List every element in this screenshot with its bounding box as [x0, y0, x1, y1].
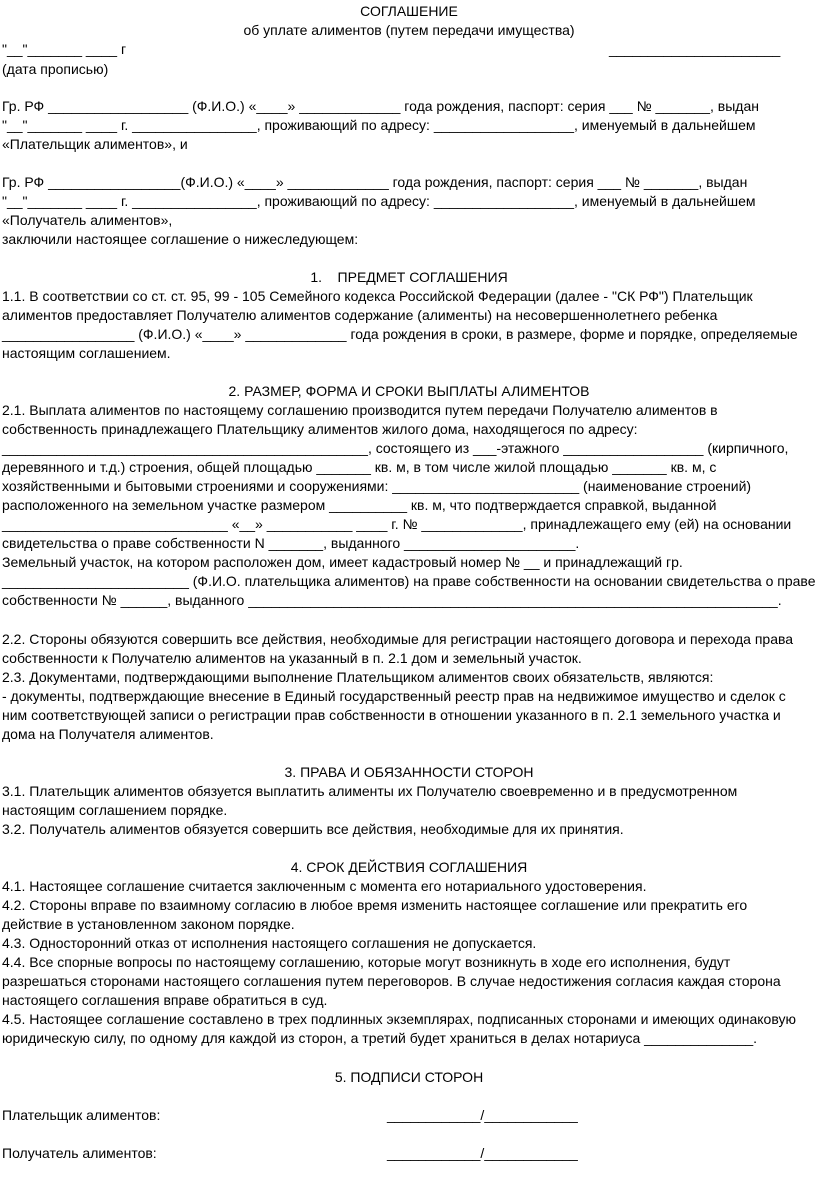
section-2-line: 2.1. Выплата алиментов по настоящему соглашению производится путем передачи Получателю алиментов в [2, 402, 718, 418]
recipient-line: «Получатель алиментов», [2, 212, 173, 228]
section-3-heading: 3. ПРАВА И ОБЯЗАННОСТИ СТОРОН [284, 764, 534, 780]
concluded-line: заключили настоящее соглашение о нижеследующем: [2, 231, 359, 247]
date-note: (дата прописью) [2, 61, 109, 77]
payer-signature-line: ____________/____________ [387, 1107, 578, 1123]
section-4-line: 4.5. Настоящее соглашение составлено в трех подлинных экземплярах, подписанных сторонами и имеющих одинаковую [2, 1011, 796, 1027]
section-2-line: ним соответствующей записи о регистрации прав собственности в отношении указанного в п. 2.1 земельного участка и [2, 707, 781, 723]
section-2-line: _____________________________ «__» ___________ ____ г. № _____________, принадлежащего ему (ей) на основании [2, 516, 792, 532]
payer-line: "__"_______ ____ г. ________________, проживающий по адресу: __________________, именуемый в дальнейшем [2, 117, 756, 133]
recipient-signature-line: ____________/____________ [387, 1145, 578, 1161]
section-1-line: настоящим соглашением. [2, 345, 171, 361]
payer-line: Гр. РФ __________________ (Ф.И.О.) «____» _____________ года рождения, паспорт: серия ___ № _______, выдан [2, 98, 759, 114]
document-title: СОГЛАШЕНИЕ [360, 3, 458, 19]
section-4-line: 4.2. Стороны вправе по взаимному согласию в любое время изменить настоящее соглашение или прекратить его [2, 897, 748, 913]
section-4-line: разрешаться сторонами настоящего соглашения путем переговоров. В случае недостижения согласия каждая сторона [2, 973, 781, 989]
section-1-heading: 1. ПРЕДМЕТ СОГЛАШЕНИЯ [310, 269, 508, 285]
section-2-line: собственности к Получателю алиментов на указанный в п. 2.1 дом и земельный участок. [2, 650, 582, 666]
place-line: ______________________ [609, 41, 781, 57]
section-2-line: дома на Получателя алиментов. [2, 726, 214, 742]
document-subtitle: об уплате алиментов (путем передачи имущества) [243, 22, 575, 38]
section-2-line: деревянного и т.д.) строения, общей площадью _______ кв. м, в том числе жилой площадью _______ кв. м, с [2, 459, 717, 475]
section-1-line: 1.1. В соответствии со ст. ст. 95, 99 - 105 Семейного кодекса Российской Федерации (далее - "СК РФ") Плательщик [2, 288, 753, 304]
section-4-heading: 4. СРОК ДЕЙСТВИЯ СОГЛАШЕНИЯ [290, 859, 528, 875]
section-2-line: Земельный участок, на котором расположен дом, имеет кадастровый номер № __ и принадлежащий гр. [2, 554, 683, 570]
date-line: "__"_______ ____ г [2, 41, 127, 57]
section-4-line: 4.4. Все спорные вопросы по настоящему соглашению, которые могут возникнуть в ходе его исполнения, будут [2, 954, 731, 970]
section-2-line: свидетельства о праве собственности N _______, выданного ______________________. [2, 535, 580, 551]
section-5-heading: 5. ПОДПИСИ СТОРОН [334, 1069, 484, 1085]
section-4-line: действие в установленном законом порядке. [2, 916, 295, 932]
section-4-line: 4.3. Односторонний отказ от исполнения настоящего соглашения не допускается. [2, 935, 537, 951]
section-4-line: настоящего соглашения вправе обратиться в суд. [2, 992, 328, 1008]
recipient-line: Гр. РФ _________________(Ф.И.О.) «____» _____________ года рождения, паспорт: серия ___ № _______, выдан [2, 174, 748, 190]
section-2-line: _______________________________________________, состоящего из ___-этажного __________________ (кирпичного, [2, 440, 789, 456]
recipient-line: "__"_______ ____ г. ________________, проживающий по адресу: __________________, именуемый в дальнейшем [2, 193, 756, 209]
section-2-heading: 2. РАЗМЕР, ФОРМА И СРОКИ ВЫПЛАТЫ АЛИМЕНТОВ [228, 383, 590, 399]
section-2-line: расположенного на земельном участке размером __________ кв. м, что подтверждается справкой, выданной [2, 497, 717, 513]
section-2-line: собственности № ______, выданного ____________________________________________________________________. [2, 592, 782, 608]
section-2-line: хозяйственными и бытовыми строениями и сооружениями: ________________________ (наименование строений) [2, 478, 752, 494]
section-3-line: 3.2. Получатель алиментов обязуется совершить все действия, необходимые для их принятия. [2, 821, 624, 837]
section-3-line: 3.1. Плательщик алиментов обязуется выплатить алименты их Получателю своевременно и в предусмотренном [2, 783, 738, 799]
payer-line: «Плательщик алиментов», и [2, 136, 188, 152]
section-4-line: 4.1. Настоящее соглашение считается заключенным с момента его нотариального удостоверения. [2, 878, 647, 894]
section-2-line: собственность принадлежащего Плательщику алиментов жилого дома, находящегося по адресу: [2, 421, 638, 437]
section-2-line: 2.2. Стороны обязуются совершить все действия, необходимые для регистрации настоящего договора и перехода права [2, 631, 794, 647]
section-2-line: ________________________ (Ф.И.О. плательщика алиментов) на праве собственности на основании свидетельства о праве [2, 573, 816, 589]
section-3-line: настоящим соглашением порядке. [2, 802, 228, 818]
section-1-line: алиментов предоставляет Получателю алиментов содержание (алименты) на несовершеннолетнего ребенка [2, 307, 718, 323]
section-2-line: - документы, подтверждающие внесение в Единый государственный реестр прав на недвижимое имущество и сделок с [2, 688, 786, 704]
recipient-signature-label: Получатель алиментов: [2, 1145, 157, 1161]
section-1-line: _________________ (Ф.И.О.) «____» _____________ года рождения в сроки, в размере, форме и порядке, определяемые [2, 326, 798, 342]
section-4-line: юридическую силу, по одному для каждой из сторон, а третий будет храниться в делах нотариуса ______________. [2, 1030, 758, 1046]
payer-signature-label: Плательщик алиментов: [2, 1107, 161, 1123]
section-2-line: 2.3. Документами, подтверждающими выполнение Плательщиком алиментов своих обязательств, являются: [2, 669, 714, 685]
